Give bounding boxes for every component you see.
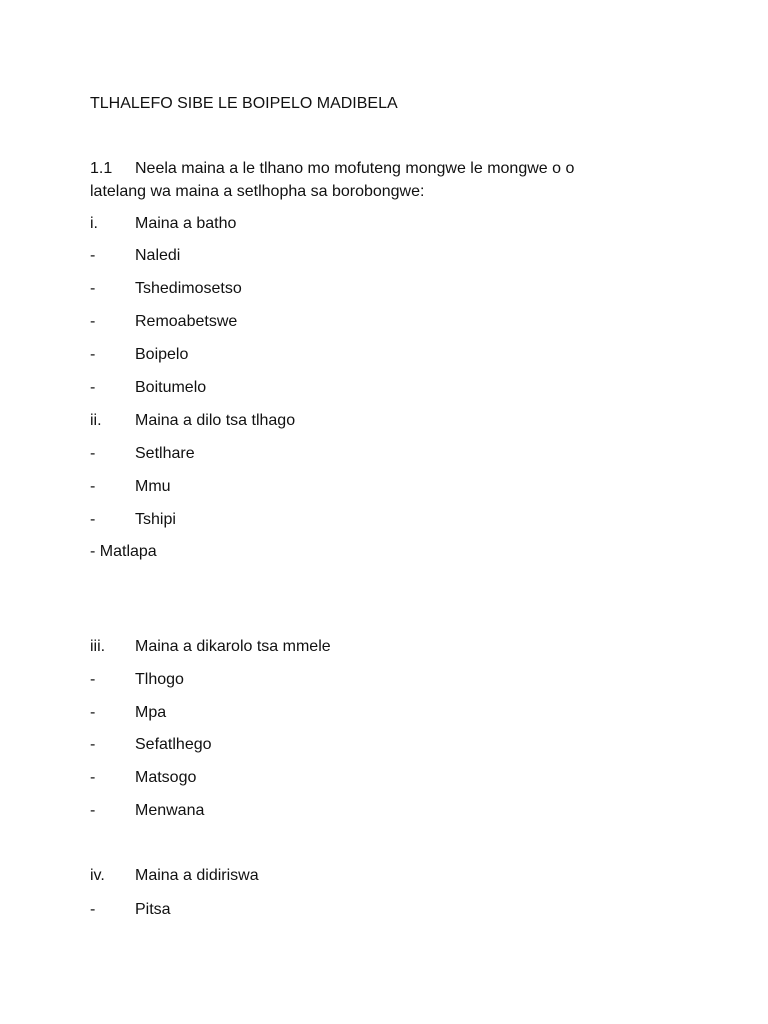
section-marker: i.: [90, 215, 98, 232]
section-heading: [90, 214, 236, 234]
section-heading-text: Maina a didiriswa: [135, 867, 259, 884]
question-number: 1.1: [90, 160, 113, 177]
bullet: -: [90, 901, 96, 918]
section-heading-text: Maina a dikarolo tsa mmele: [135, 638, 331, 655]
question-line-1: [90, 159, 574, 179]
list-item: [90, 670, 184, 690]
list-item-text: Tlhogo: [135, 671, 184, 688]
section-heading-text: Maina a dilo tsa tlhago: [135, 412, 296, 429]
list-item-text: Boitumelo: [135, 379, 207, 396]
list-item-text: Boipelo: [135, 346, 189, 363]
list-item: [90, 312, 237, 332]
list-item: [90, 378, 206, 398]
bullet: -: [90, 671, 96, 688]
list-item-text: Menwana: [135, 802, 205, 819]
list-item-text: Remoabetswe: [135, 313, 238, 330]
question-text-line-1: Neela maina a le tlhano mo mofuteng mongwe le mongwe o o: [135, 160, 575, 177]
section-heading-text: Maina a batho: [135, 215, 237, 232]
section-heading: [90, 411, 295, 431]
bullet: -: [90, 445, 96, 462]
list-item: [90, 735, 212, 755]
section-heading: [90, 866, 259, 886]
bullet: -: [90, 379, 96, 396]
bullet: -: [90, 313, 96, 330]
list-item-text: Tshedimosetso: [135, 280, 242, 297]
section-marker: iv.: [90, 867, 105, 884]
list-item: [90, 768, 196, 788]
list-item-text: Matsogo: [135, 769, 197, 786]
list-item-text: Naledi: [135, 247, 181, 264]
list-item-text: Sefatlhego: [135, 736, 212, 753]
section-heading: [90, 637, 331, 657]
list-item: [90, 444, 195, 464]
list-item: [90, 345, 188, 365]
list-item-text: Mmu: [135, 478, 171, 495]
bullet: -: [90, 704, 96, 721]
list-item-text: Setlhare: [135, 445, 195, 462]
bullet: -: [90, 247, 96, 264]
bullet: -: [90, 511, 96, 528]
bullet: -: [90, 478, 96, 495]
bullet: -: [90, 802, 96, 819]
list-item: [90, 246, 180, 266]
document-title: TLHALEFO SIBE LE BOIPELO MADIBELA: [90, 95, 398, 112]
list-item-text: Pitsa: [135, 901, 171, 918]
list-item: - Matlapa: [90, 543, 157, 560]
list-item: [90, 703, 166, 723]
list-item-text: Tshipi: [135, 511, 176, 528]
bullet: -: [90, 346, 96, 363]
list-item: [90, 510, 176, 530]
bullet: -: [90, 280, 96, 297]
list-item: [90, 477, 171, 497]
section-marker: ii.: [90, 412, 102, 429]
question-line-2: latelang wa maina a setlhopha sa borobongwe:: [90, 183, 425, 200]
bullet: -: [90, 736, 96, 753]
bullet: -: [90, 769, 96, 786]
list-item: [90, 900, 171, 920]
section-marker: iii.: [90, 638, 106, 655]
list-item-text: Mpa: [135, 704, 167, 721]
list-item: [90, 279, 242, 299]
list-item: [90, 801, 204, 821]
